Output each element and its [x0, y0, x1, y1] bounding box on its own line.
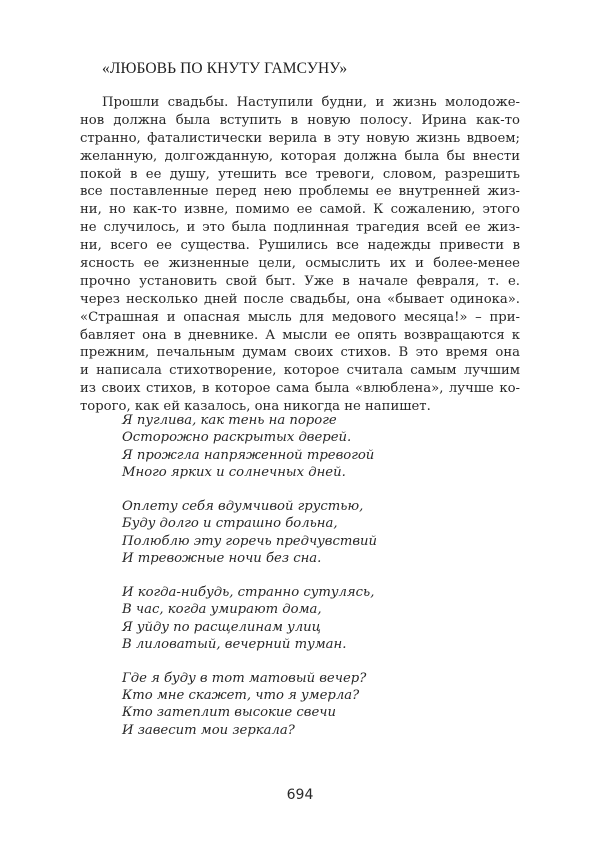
poem-stanza-4: [122, 670, 377, 740]
poem-line: Осторожно раскрытых дверей.: [122, 430, 352, 446]
poem-line: Много ярких и солнечных дней.: [122, 465, 346, 481]
poem-line: Я прожгла напряженной тревогой: [122, 447, 375, 463]
page-number: 694: [286, 787, 314, 803]
paragraph-line: прежним, печальным думам своих стихов. В это время она: [80, 345, 520, 361]
paragraph-line: желанную, долгожданную, которая должна была бы внести: [80, 148, 520, 164]
paragraph-line: через несколько дней после свадьбы, она «бывает одинока».: [80, 291, 520, 307]
paragraph-line: не случилось, и это была подлинная трагедия всей ее жиз-: [80, 220, 520, 236]
paragraph-line: все поставленные перед нею проблемы ее внутренней жиз-: [80, 184, 520, 200]
poem-line: В лиловатый, вечерний туман.: [122, 636, 347, 652]
poem-line: Оплету себя вдумчивой грустью,: [122, 498, 364, 514]
paragraph-line: из своих стихов, в которое сама была «влюблена», лучше ко-: [80, 381, 520, 397]
poem-line: Буду долго и страшно больна,: [122, 516, 338, 532]
body-paragraph: [80, 94, 520, 416]
poem-line: И тревожные ночи без сна.: [122, 551, 322, 567]
poem-line: Кто затеплит высокие свечи: [122, 705, 336, 721]
poem-stanza-2: [122, 498, 377, 568]
poem-stanza-1: [122, 412, 377, 482]
paragraph-line: прочно установить свой быт. Уже в начале февраля, т. е.: [80, 273, 520, 289]
poem: [122, 412, 377, 755]
paragraph-line: покой в ее душу, утешить все тревоги, словом, разрешить: [80, 166, 520, 182]
paragraph-line: бавляет она в дневнике. А мысли ее опять возвращаются к: [80, 327, 520, 343]
poem-line: Где я буду в тот матовый вечер?: [122, 670, 367, 686]
poem-stanza-3: [122, 584, 377, 654]
poem-line: И завесит мои зеркала?: [122, 722, 295, 738]
paragraph-line: ни, всего ее существа. Рушились все надежды привести в: [80, 238, 520, 254]
chapter-heading: «ЛЮБОВЬ ПО КНУТУ ГАМСУНУ»: [102, 60, 348, 77]
paragraph-line: «Страшная и опасная мысль для медового месяца!» – при-: [80, 309, 520, 325]
poem-line: Я пуглива, как тень на пороге: [122, 413, 337, 428]
paragraph-line: нов должна была вступить в новую полосу. Ирина как-то: [80, 112, 520, 128]
paragraph-line: ясность ее жизненные цели, осмыслить их и более-менее: [80, 256, 520, 272]
paragraph-line: ни, но как-то извне, помимо ее самой. К сожалению, этого: [80, 202, 520, 218]
poem-line: Я уйду по расщелинам улиц: [122, 619, 321, 635]
poem-line: Полюблю эту горечь предчувствий: [122, 533, 378, 549]
paragraph-line: и написала стихотворение, которое считала самым лучшим: [80, 363, 520, 379]
paragraph-line: странно, фаталистически верила в эту новую жизнь вдвоем;: [80, 130, 520, 146]
poem-line: И когда-нибудь, странно сутулясь,: [122, 584, 375, 600]
paragraph-line: Прошли свадьбы. Наступили будни, и жизнь молодоже-: [102, 95, 520, 110]
poem-line: Кто мне скажет, что я умерла?: [122, 687, 360, 703]
poem-line: В час, когда умирают дома,: [122, 602, 322, 618]
paragraph-line: торого, как ей казалось, она никогда не напишет.: [80, 399, 431, 415]
